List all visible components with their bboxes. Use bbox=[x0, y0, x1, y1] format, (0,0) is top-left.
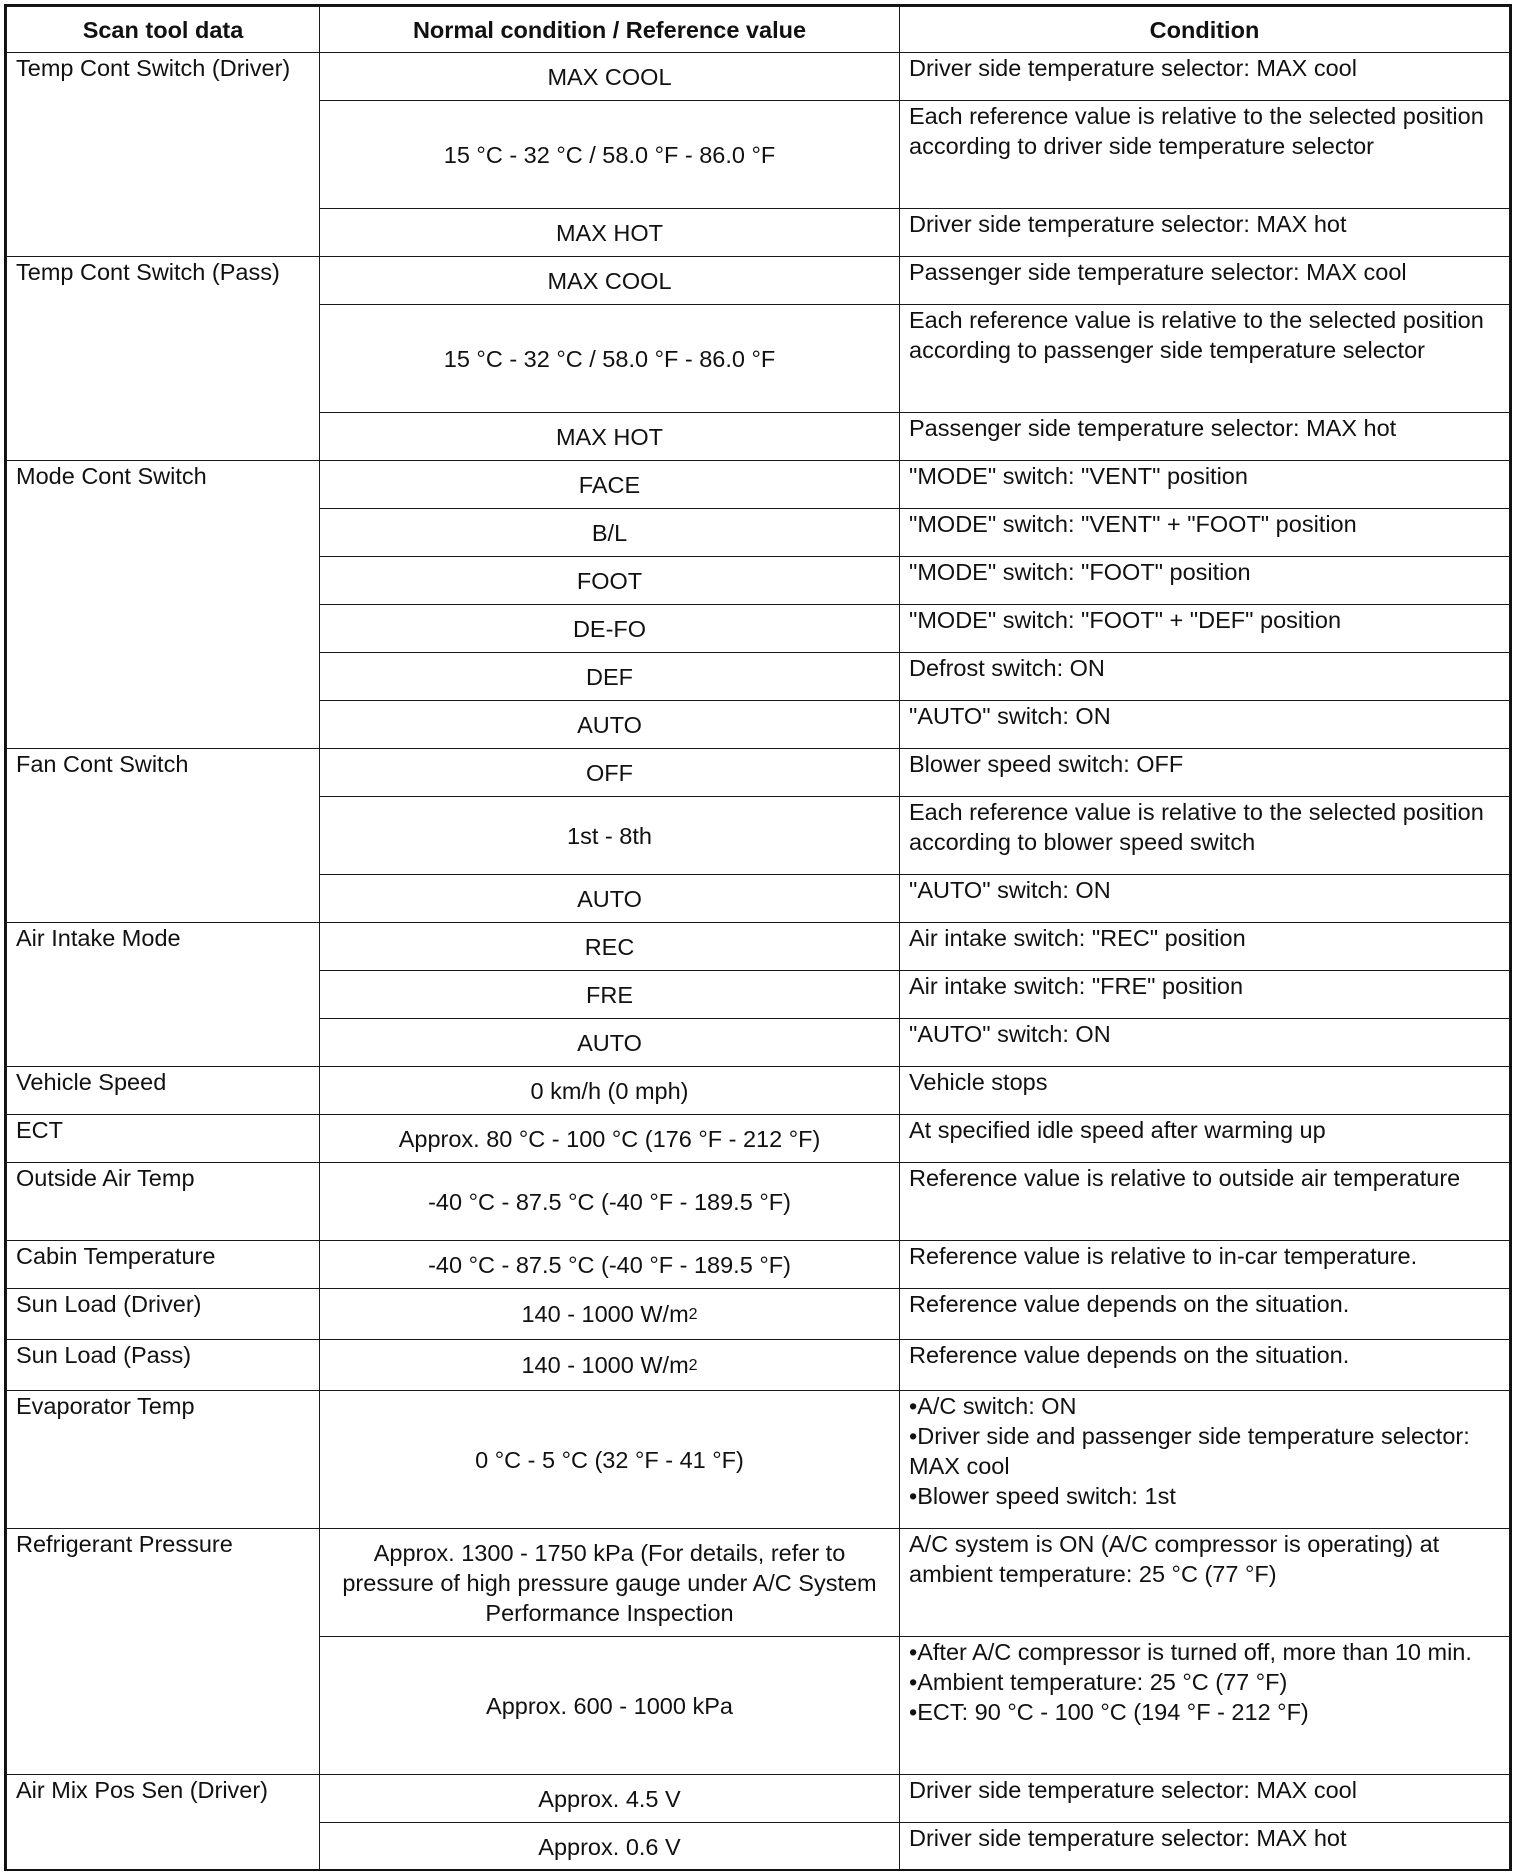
condition bbox=[900, 209, 1510, 257]
condition-line: Each reference value is relative to the selected position according to blower speed switch bbox=[909, 799, 1484, 855]
condition bbox=[900, 749, 1510, 797]
table-row bbox=[7, 1163, 1510, 1241]
condition bbox=[900, 101, 1510, 209]
reference-value: FACE bbox=[320, 461, 900, 509]
reference-value: AUTO bbox=[320, 1019, 900, 1067]
row-label: Mode Cont Switch bbox=[7, 461, 320, 749]
condition bbox=[900, 1340, 1510, 1391]
superscript: 2 bbox=[688, 1357, 698, 1374]
header-reference-value: Normal condition / Reference value bbox=[320, 7, 900, 53]
condition bbox=[900, 509, 1510, 557]
condition bbox=[900, 1163, 1510, 1241]
condition bbox=[900, 701, 1510, 749]
table-row bbox=[7, 1340, 1510, 1391]
condition bbox=[900, 653, 1510, 701]
reference-value: Approx. 600 - 1000 kPa bbox=[320, 1637, 900, 1775]
reference-value: DE-FO bbox=[320, 605, 900, 653]
condition bbox=[900, 257, 1510, 305]
reference-value bbox=[320, 1340, 900, 1391]
row-label: Air Mix Pos Sen (Driver) bbox=[7, 1775, 320, 1871]
condition-line: At specified idle speed after warming up bbox=[909, 1117, 1326, 1143]
condition-line: Reference value depends on the situation. bbox=[909, 1342, 1350, 1368]
scan-tool-data-table bbox=[6, 6, 1510, 1871]
reference-value: Approx. 0.6 V bbox=[320, 1823, 900, 1871]
reference-value: 15 °C - 32 °C / 58.0 °F - 86.0 °F bbox=[320, 305, 900, 413]
condition-line: Driver side temperature selector: MAX hot bbox=[909, 1825, 1347, 1851]
condition bbox=[900, 797, 1510, 875]
condition bbox=[900, 1529, 1510, 1637]
condition bbox=[900, 53, 1510, 101]
reference-value: OFF bbox=[320, 749, 900, 797]
condition-line: A/C system is ON (A/C compressor is operating) at ambient temperature: 25 °C (77 °F) bbox=[909, 1531, 1440, 1587]
condition-line: Air intake switch: "REC" position bbox=[909, 925, 1246, 951]
condition bbox=[900, 971, 1510, 1019]
condition-line: Blower speed switch: OFF bbox=[909, 751, 1184, 777]
condition-line: •ECT: 90 °C - 100 °C (194 °F - 212 °F) bbox=[909, 1699, 1309, 1725]
condition-line: Passenger side temperature selector: MAX hot bbox=[909, 415, 1397, 441]
row-label: Temp Cont Switch (Pass) bbox=[7, 257, 320, 461]
condition-line: Passenger side temperature selector: MAX cool bbox=[909, 259, 1407, 285]
condition-line: Air intake switch: "FRE" position bbox=[909, 973, 1244, 999]
condition bbox=[900, 1289, 1510, 1340]
condition bbox=[900, 1115, 1510, 1163]
value-text: 140 - 1000 W/m bbox=[521, 1352, 689, 1378]
condition-line: "MODE" switch: "VENT" position bbox=[909, 463, 1248, 489]
reference-value: Approx. 4.5 V bbox=[320, 1775, 900, 1823]
reference-value: 0 °C - 5 °C (32 °F - 41 °F) bbox=[320, 1391, 900, 1529]
reference-value: REC bbox=[320, 923, 900, 971]
condition-line: "MODE" switch: "FOOT" + "DEF" position bbox=[909, 607, 1342, 633]
reference-value: Approx. 1300 - 1750 kPa (For details, refer to pressure of high pressure gauge under A/C System Performance Inspection bbox=[320, 1529, 900, 1637]
row-label: Evaporator Temp bbox=[7, 1391, 320, 1529]
condition bbox=[900, 1637, 1510, 1775]
value-text: 140 - 1000 W/m bbox=[521, 1301, 689, 1327]
reference-value: AUTO bbox=[320, 701, 900, 749]
reference-value: MAX COOL bbox=[320, 257, 900, 305]
condition-line: Driver side temperature selector: MAX cool bbox=[909, 55, 1357, 81]
table-row bbox=[7, 1289, 1510, 1340]
table-row bbox=[7, 923, 1510, 971]
condition bbox=[900, 413, 1510, 461]
condition bbox=[900, 605, 1510, 653]
condition-line: Reference value depends on the situation. bbox=[909, 1291, 1350, 1317]
table-row bbox=[7, 1115, 1510, 1163]
header-condition: Condition bbox=[900, 7, 1510, 53]
condition-line: Each reference value is relative to the selected position according to passenger side temperature selector bbox=[909, 307, 1484, 363]
condition-line: "AUTO" switch: ON bbox=[909, 703, 1111, 729]
header-row bbox=[7, 7, 1510, 53]
condition-line: Vehicle stops bbox=[909, 1069, 1048, 1095]
condition-line: •Ambient temperature: 25 °C (77 °F) bbox=[909, 1669, 1288, 1695]
condition-line: Each reference value is relative to the selected position according to driver side temperature selector bbox=[909, 103, 1484, 159]
table-row bbox=[7, 257, 1510, 305]
table-row bbox=[7, 1391, 1510, 1529]
condition bbox=[900, 1241, 1510, 1289]
condition bbox=[900, 875, 1510, 923]
row-label: Sun Load (Pass) bbox=[7, 1340, 320, 1391]
row-label: Outside Air Temp bbox=[7, 1163, 320, 1241]
condition-line: "AUTO" switch: ON bbox=[909, 1021, 1111, 1047]
condition-line: Reference value is relative to outside air temperature bbox=[909, 1165, 1461, 1191]
table-row bbox=[7, 749, 1510, 797]
reference-value: DEF bbox=[320, 653, 900, 701]
table-row bbox=[7, 1775, 1510, 1823]
table-row bbox=[7, 1067, 1510, 1115]
reference-value: 15 °C - 32 °C / 58.0 °F - 86.0 °F bbox=[320, 101, 900, 209]
condition bbox=[900, 1775, 1510, 1823]
row-label: Cabin Temperature bbox=[7, 1241, 320, 1289]
row-label: Refrigerant Pressure bbox=[7, 1529, 320, 1775]
header-scan-tool-data: Scan tool data bbox=[7, 7, 320, 53]
row-label: Sun Load (Driver) bbox=[7, 1289, 320, 1340]
condition-line: Defrost switch: ON bbox=[909, 655, 1105, 681]
reference-value: FOOT bbox=[320, 557, 900, 605]
condition bbox=[900, 1823, 1510, 1871]
condition bbox=[900, 557, 1510, 605]
condition bbox=[900, 1019, 1510, 1067]
condition-line: •After A/C compressor is turned off, more than 10 min. bbox=[909, 1639, 1472, 1665]
condition-line: Driver side temperature selector: MAX cool bbox=[909, 1777, 1357, 1803]
condition-line: "MODE" switch: "FOOT" position bbox=[909, 559, 1251, 585]
reference-value: MAX COOL bbox=[320, 53, 900, 101]
reference-value bbox=[320, 1289, 900, 1340]
condition-line: •Blower speed switch: 1st bbox=[909, 1483, 1176, 1509]
condition-line: Driver side temperature selector: MAX hot bbox=[909, 211, 1347, 237]
reference-value: Approx. 80 °C - 100 °C (176 °F - 212 °F) bbox=[320, 1115, 900, 1163]
row-label: Vehicle Speed bbox=[7, 1067, 320, 1115]
condition-line: "MODE" switch: "VENT" + "FOOT" position bbox=[909, 511, 1357, 537]
reference-value: B/L bbox=[320, 509, 900, 557]
table-row bbox=[7, 1529, 1510, 1637]
reference-value: MAX HOT bbox=[320, 413, 900, 461]
reference-value: 0 km/h (0 mph) bbox=[320, 1067, 900, 1115]
table-row bbox=[7, 1241, 1510, 1289]
reference-value: 1st - 8th bbox=[320, 797, 900, 875]
condition-line: "AUTO" switch: ON bbox=[909, 877, 1111, 903]
condition bbox=[900, 1391, 1510, 1529]
table-row bbox=[7, 461, 1510, 509]
row-label: Temp Cont Switch (Driver) bbox=[7, 53, 320, 257]
condition bbox=[900, 461, 1510, 509]
reference-value: MAX HOT bbox=[320, 209, 900, 257]
reference-value: AUTO bbox=[320, 875, 900, 923]
row-label: ECT bbox=[7, 1115, 320, 1163]
table-row bbox=[7, 53, 1510, 101]
superscript: 2 bbox=[688, 1306, 698, 1323]
reference-value: -40 °C - 87.5 °C (-40 °F - 189.5 °F) bbox=[320, 1163, 900, 1241]
condition bbox=[900, 923, 1510, 971]
condition bbox=[900, 305, 1510, 413]
row-label: Fan Cont Switch bbox=[7, 749, 320, 923]
reference-value: FRE bbox=[320, 971, 900, 1019]
condition-line: •A/C switch: ON bbox=[909, 1393, 1077, 1419]
reference-value: -40 °C - 87.5 °C (-40 °F - 189.5 °F) bbox=[320, 1241, 900, 1289]
condition-line: Reference value is relative to in-car temperature. bbox=[909, 1243, 1418, 1269]
condition-line: •Driver side and passenger side temperature selector: MAX cool bbox=[909, 1423, 1470, 1479]
row-label: Air Intake Mode bbox=[7, 923, 320, 1067]
condition bbox=[900, 1067, 1510, 1115]
